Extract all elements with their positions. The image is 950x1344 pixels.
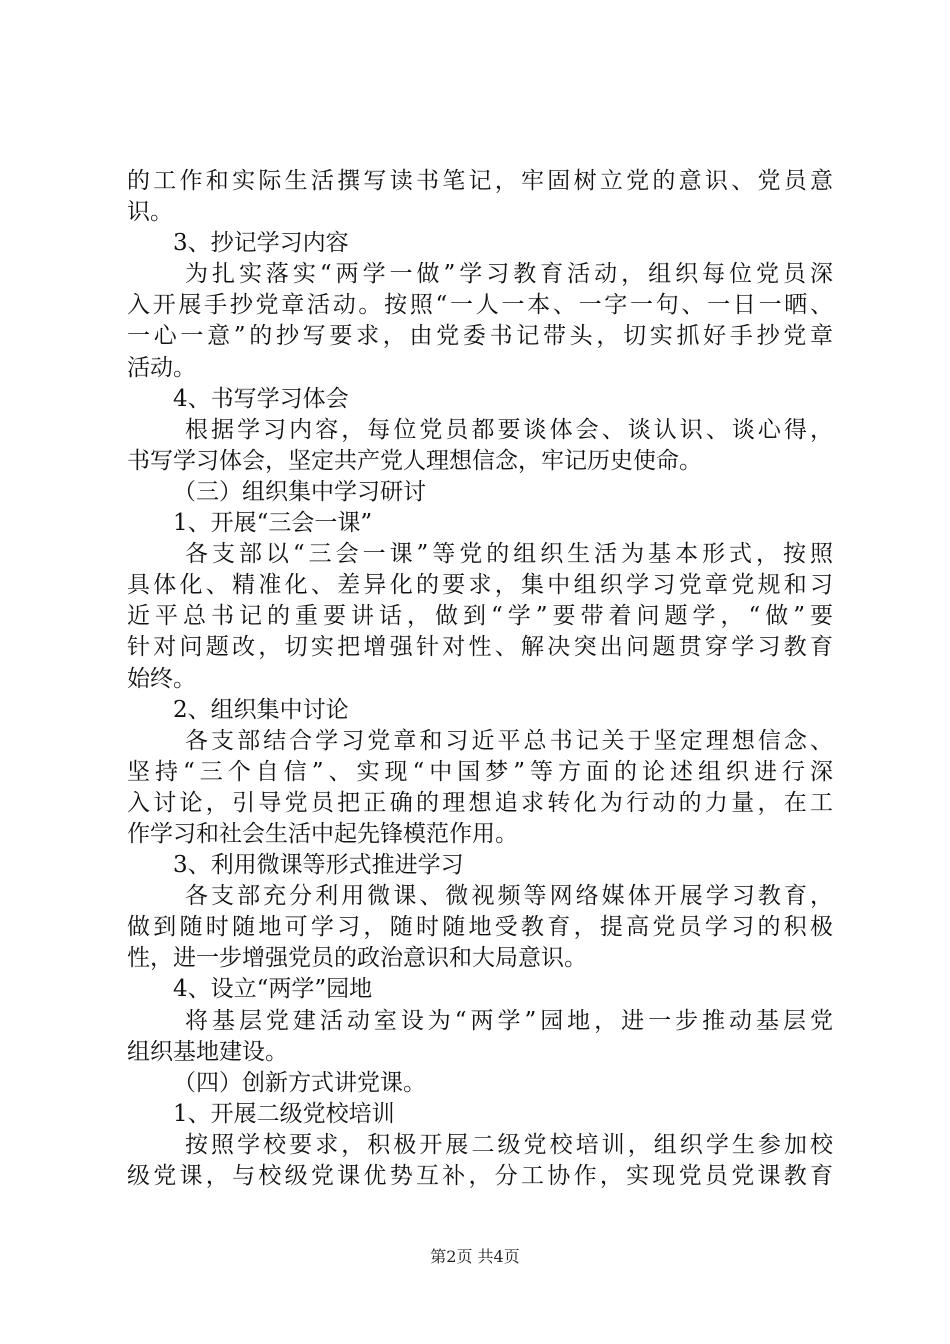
section-heading: 4、设立“两学”园地: [173, 976, 373, 1003]
text-line: 按照学校要求，积极开展二级党校培训，组织学生参加校: [185, 1131, 833, 1158]
text-line: 级党课，与校级党课优势互补，分工协作，实现党员党课教育: [127, 1163, 833, 1189]
text-line: 的工作和实际生活撰写读书笔记，牢固树立党的意识、党员意: [127, 168, 833, 194]
text-line: 各支部充分利用微课、微视频等网络媒体开展学习教育，: [185, 883, 833, 910]
section-heading: 3、抄记学习内容: [173, 230, 349, 257]
body-text: [127, 166, 833, 1192]
text-line: 入讨论，引导党员把正确的理想追求转化为行动的力量，在工: [127, 789, 833, 816]
text-line: 为扎实落实“两学一做”学习教育活动，组织每位党员深: [185, 261, 833, 288]
text-line: 组织基地建设。: [127, 1038, 288, 1065]
page-footer: 第2页 共4页: [430, 1247, 520, 1266]
section-heading: 3、利用微课等形式推进学习: [173, 852, 464, 879]
section-heading: （三）组织集中学习研讨: [173, 478, 426, 505]
text-line: 始终。: [127, 665, 196, 692]
text-line: 一心一意”的抄写要求，由党委书记带头，切实抓好手抄党章: [127, 323, 833, 350]
section-heading: 1、开展二级党校培训: [173, 1100, 395, 1127]
text-line: 近平总书记的重要讲话，做到“学”要带着问题学，“做”要: [127, 603, 833, 630]
text-line: 各支部以“三会一课”等党的组织生活为基本形式，按照: [185, 541, 833, 568]
text-line: 针对问题改，切实把增强针对性、解决突出问题贯穿学习教育: [127, 634, 833, 661]
section-heading: 2、组织集中讨论: [173, 696, 349, 723]
section-heading: 1、开展“三会一课”: [173, 510, 373, 537]
section-heading: 4、书写学习体会: [173, 385, 349, 412]
text-line: 坚持“三个自信”、实现“中国梦”等方面的论述组织进行深: [127, 758, 833, 785]
text-line: 做到随时随地可学习，随时随地受教育，提高党员学习的积极: [127, 914, 833, 941]
text-line: 性，进一步增强党员的政治意识和大局意识。: [127, 945, 587, 972]
text-line: 书写学习体会，坚定共产党人理想信念，牢记历史使命。: [127, 447, 702, 474]
section-heading: （四）创新方式讲党课。: [173, 1069, 426, 1096]
text-line: 具体化、精准化、差异化的要求，集中组织学习党章党规和习: [127, 572, 833, 599]
text-line: 将基层党建活动室设为“两学”园地，进一步推动基层党: [185, 1007, 833, 1034]
text-line: 识。: [127, 199, 173, 226]
text-line: 各支部结合学习党章和习近平总书记关于坚定理想信念、: [185, 727, 833, 754]
text-line: 根据学习内容，每位党员都要谈体会、谈认识、谈心得，: [185, 416, 833, 443]
text-line: 入开展手抄党章活动。按照“一人一本、一字一句、一日一晒、: [127, 292, 833, 319]
text-line: 活动。: [127, 354, 196, 381]
text-line: 作学习和社会生活中起先锋模范作用。: [127, 820, 518, 847]
